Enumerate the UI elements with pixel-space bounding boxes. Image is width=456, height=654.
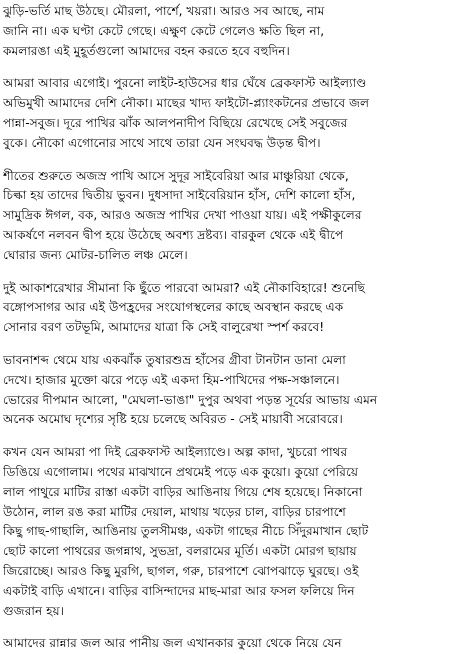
text-line: আকর্ষণে নলবন দ্বীপ হয়ে উঠেছে অবশ্য দ্রষ্টব্য। বারকুল থেকে এই দ্বীপে <box>3 227 344 242</box>
text-line: একটাই বাড়ি এখানে। বাড়ির বাসিন্দাদের মাছ-মারা আর ফসল ফলিয়ে দিন <box>3 583 355 598</box>
text-line: অনেক অমোঘ দৃশ্যের সৃষ্টি হয়ে চলেছে অবিরত - সেই মায়াবী সরোবরে। <box>3 412 343 427</box>
text-line: পান্না-সবুজ। দূরে পাখির ঝাঁক আলপনাদীপ বিছিয়ে রেখেছে সেই সবুজের <box>3 115 348 130</box>
text-line: সামুদ্রিক ঈগল, বক, আরও অজস্র পাখির দেখা পাওয়া যায়। এই পক্ষীকুলের <box>3 208 362 223</box>
text-line: জিরোচ্ছে। আরও কিছু মুরগি, ছাগল, গরু, চারপাশে ঝোপঝাড়ে ঘুরছে। ওই <box>3 563 359 578</box>
paragraph-horizon <box>3 279 453 338</box>
text-line: ছোট কালো পাথরের জগন্নাথ, সুভদ্রা, বলরামের মূর্তি। একটা মোরগ ছায়ায় <box>3 544 357 559</box>
text-line: বঙ্গোপসাগর আর এই উপহ্রদের সংযোগস্থলের কাছে অবস্থান করছে এক <box>3 300 344 315</box>
text-line: গুজরান হয়। <box>3 603 65 618</box>
text-line: কখন যেন আমরা পা দিই ব্রেকফাস্ট আইল্যাণ্ডে। অল্প কাদা, খুচরো পাথর <box>3 445 348 460</box>
text-line: ঘোরার জন্য মোটর-চালিত লঞ্চ মেলে। <box>3 247 188 262</box>
paragraph-fishing <box>3 2 453 61</box>
text-line: শীতের শুরুতে অজস্র পাখি আসে সুদূর সাইবেরিয়া আর মাঞ্চুরিয়া থেকে, <box>3 168 349 183</box>
text-line: চিল্কা হয় তাদের দ্বিতীয় ভুবন। দুধসাদা সাইবেরিয়ান হাঁস, দেশি কালো হাঁস, <box>3 188 356 203</box>
text-line: ভাবনাশব্দ থেমে যায় একঝাঁক তুষারশুভ্র হাঁসের গ্রীবা টানটান ডানা মেলা <box>3 352 346 367</box>
text-line: ঝুড়ি-ভর্তি মাছ উঠছে। মৌরলা, পার্শে, খয়রা। আরও সব আছে, নাম <box>3 4 325 18</box>
paragraph-swans <box>3 351 453 430</box>
text-line: জানি না। এক ঘণ্টা কেটে গেছে। এক্ষুণ কেটে গেলেও ক্ষতি ছিল না, <box>3 23 325 38</box>
text-line: দুই আকাশরেখার সীমানা কি ছুঁতে পারবো আমরা? এই নৌকাবিহারে! শুনেছি <box>3 280 366 295</box>
text-line: উঠোন, লাল রঙ করা মাটির দেয়াল, মাথায় খড়ের চাল, বাড়ির চারপাশে <box>3 504 346 519</box>
text-line: সোনার বরণ তটভূমি, আমাদের যাত্রা কি সেই বালুরেখা স্পর্শ করবে! <box>3 320 325 335</box>
text-line: অভিমুখী আমাদের দেশি নৌকা। মাছের খাদ্য ফাইটো-প্ল্যাংকটনের প্রভাবে জল <box>3 96 370 111</box>
text-line: ডিঙিয়ে এগোলাম। পথের মাঝখানে প্রথমেই পড়ে এক কুয়ো। কুয়ো পেরিয়ে <box>3 464 359 479</box>
text-line: ভোরের দীপমান আলো, "মেঘলা-ভাঙা" দুপুর অথবা পড়ন্ত সূর্যের আভায় এমন <box>3 392 378 407</box>
paragraph-breakfast-island <box>3 443 453 621</box>
text-line: আমাদের রান্নার জল আর পানীয় জল এখানকার কুয়ো থেকে নিয়ে যেন <box>3 636 342 651</box>
text-line: দেখে। হাজার মুক্তো ঝরে পড়ে এই একদা হিম-পাখিদের পক্ষ-সঞ্চালনে। <box>3 372 340 387</box>
paragraph-water <box>3 634 453 654</box>
paragraph-migratory-birds <box>3 167 453 266</box>
paragraph-boat-journey <box>3 74 453 153</box>
text-line: লাল পাথুরে মাটির রাস্তা একটা বাড়ির আঙিনায় গিয়ে শেষ হয়েছে। নিকানো <box>3 484 363 499</box>
text-line: কমলারঙা এই মুহূর্তগুলো আমাদের বহন করতে হবে বহুদিন। <box>3 43 290 58</box>
text-line: আমরা আবার এগোই। পুরনো লাইট-হাউসের ধার ঘেঁষে ব্রেকফাস্ট আইল্যাণ্ড <box>3 76 367 91</box>
text-line: কিছু গাছ-গাছালি, আঙিনায় তুলসীমঞ্চ, একটা গাছের নীচে সিঁদুরমাখান ছোট <box>3 524 369 539</box>
text-line: বুকে। নৌকো এগোনোর সাথে সাথে তারা যেন সংঘবদ্ধ উড়ন্ত দ্বীপ। <box>3 135 321 150</box>
